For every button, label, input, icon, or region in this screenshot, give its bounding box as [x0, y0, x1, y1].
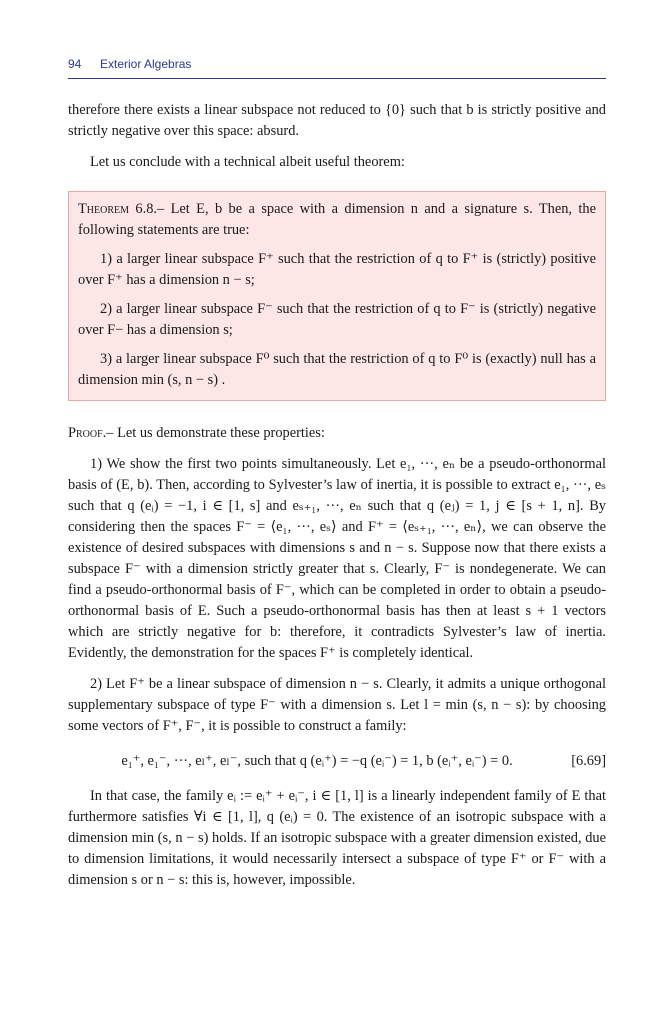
equation-body: e₁⁺, e₁⁻, ···, eₗ⁺, eₗ⁻, such that q (eᵢ⁺) = −q (eᵢ⁻) = 1, b (eᵢ⁺, eᵢ⁻) = 0.	[121, 753, 513, 769]
proof-intro: Let us demonstrate these properties:	[117, 425, 325, 441]
running-header	[68, 57, 606, 71]
proof-label: Proof.–	[68, 425, 118, 441]
running-title: Exterior Algebras	[100, 57, 192, 71]
theorem-box	[68, 191, 606, 401]
proof-paragraph-1: 1) We show the first two points simultaneously. Let e₁, ···, eₙ be a pseudo-orthonormal basis of (E, b). Then, according to Sylvester’s law of inertia, it is possible to extract e₁, ···, eₛ such that q (eᵢ) = −1, i ∈ [1, s] and eₛ₊₁, ···, eₙ such that q (eⱼ) = 1, j ∈ [s + 1, n]. By considering then the spaces F⁻ = ⟨e₁, ···, eₛ⟩ and F⁺ = ⟨eₛ₊₁, ···, eₙ⟩, we can observe the existence of desired subspaces with dimensions s and n − s. Suppose now that there exists a subspace F⁻ with a dimension strictly greater that s. Clearly, F⁻ is nondegenerate. We can find a pseudo-orthonormal basis of F⁻, which can be completed in order to obtain a pseudo-orthonormal basis of E. Such a pseudo-orthonormal basis has then at least s + 1 vectors which are strictly negative for b: therefore, it contradicts Sylvester’s law of inertia. Evidently, the demonstration for the spaces F⁺ is completely identical.	[68, 456, 606, 661]
theorem-item-3: 3) a larger linear subspace F⁰ such that the restriction of q to F⁰ is (exactly) null has a dimension min (s, n − s) .	[78, 351, 596, 388]
proof-paragraph-3: In that case, the family eᵢ := eᵢ⁺ + eᵢ⁻, i ∈ [1, l] is a linearly independent family of E that furthermore satisfies ∀i ∈ [1, l], q (eᵢ) = 0. The existence of an isotropic subspace with a dimension min (s, n − s) holds. If an isotropic subspace with a greater dimension existed, due to dimension limitations, it would necessarily intersect a subspace of type F⁺ or F⁻ with a dimension s or n − s: this is, however, impossible.	[68, 788, 606, 888]
intro-lead-in: Let us conclude with a technical albeit useful theorem:	[90, 154, 405, 170]
page-number: 94	[68, 57, 82, 71]
proof-heading	[68, 423, 606, 444]
intro-paragraph: therefore there exists a linear subspace not reduced to {0} such that b is strictly positive and strictly negative over this space: absurd.	[68, 102, 606, 139]
theorem-label: Theorem 6.8.–	[78, 201, 171, 217]
header-rule	[68, 78, 606, 79]
theorem-text: Let E, b be a space with a dimension n and a signature s. Then, the following statements are true:	[78, 201, 596, 238]
theorem-item-2: 2) a larger linear subspace F⁻ such that the restriction of q to F⁻ is (strictly) negative over F− has a dimension s;	[78, 301, 596, 338]
equation-6-69	[68, 751, 606, 772]
proof-paragraph-2: 2) Let F⁺ be a linear subspace of dimension n − s. Clearly, it admits a unique orthogonal supplementary subspace of type F⁻ with a dimension s. Let l = min (s, n − s): by choosing some vectors of F⁺, F⁻, it is possible to construct a family:	[68, 676, 606, 734]
theorem-statement	[78, 199, 596, 241]
page-body	[68, 100, 606, 891]
equation-number: [6.69]	[571, 753, 606, 769]
theorem-item-1: 1) a larger linear subspace F⁺ such that the restriction of q to F⁺ is (strictly) positive over F⁺ has a dimension n − s;	[78, 251, 596, 288]
